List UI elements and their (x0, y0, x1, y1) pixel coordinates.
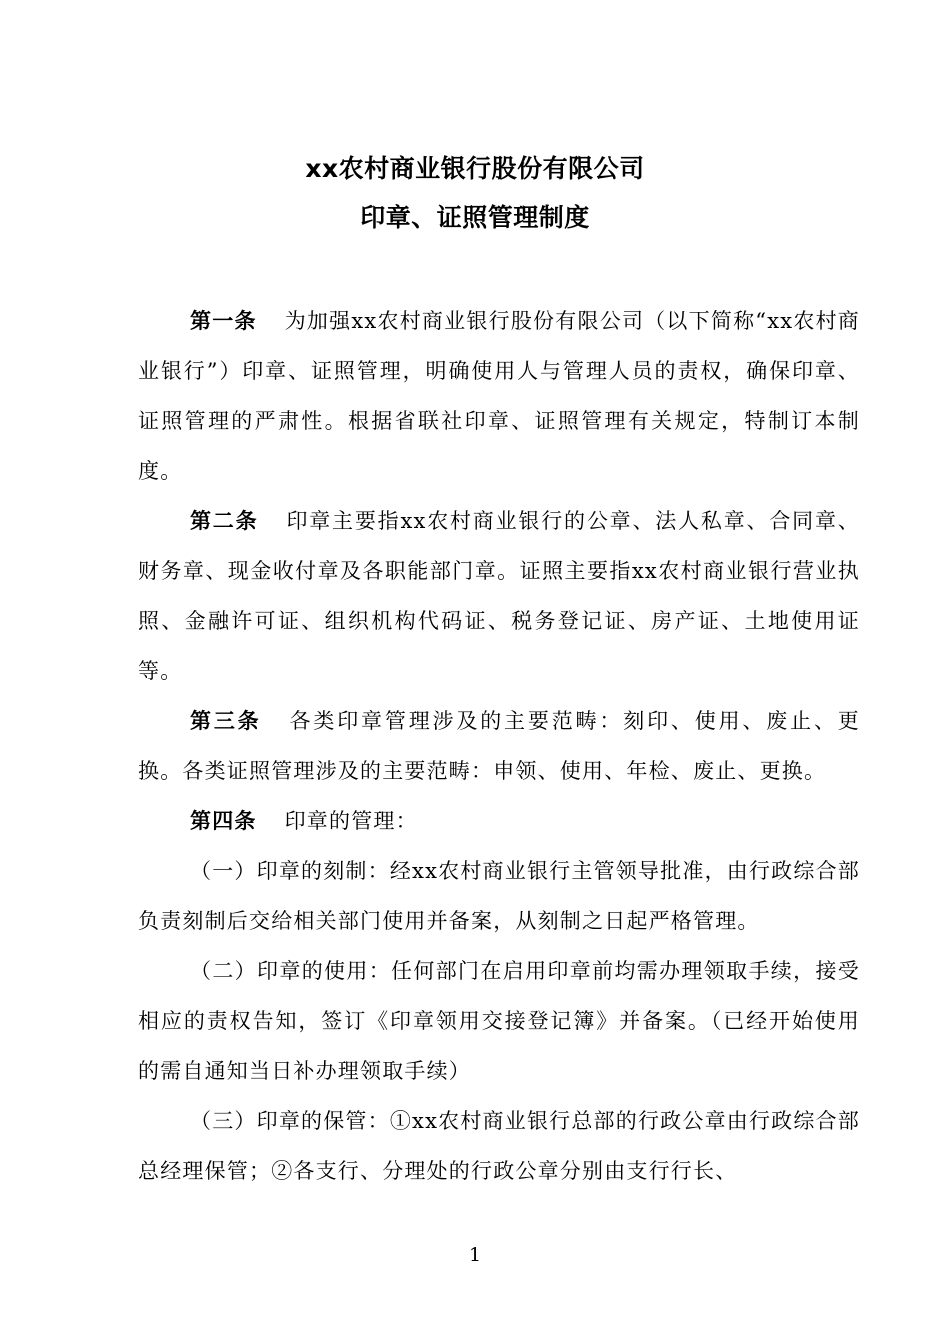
clause-3 (138, 1096, 860, 1196)
article-text: 各类印章管理涉及的主要范畴：刻印、使用、废止、更换。各类证照管理涉及的主要范畴：申领、使用、年检、废止、更换。 (138, 709, 860, 783)
article-label: 第三条 (190, 709, 262, 733)
clause-text: （三）印章的保管：①xx农村商业银行总部的行政公章由行政综合部总经理保管；②各支行、分理处的行政公章分别由支行行长、 (138, 1109, 860, 1183)
article-3 (138, 696, 860, 796)
article-text: 印章主要指xx农村商业银行的公章、法人私章、合同章、财务章、现金收付章及各职能部门章。证照主要指xx农村商业银行营业执照、金融许可证、组织机构代码证、税务登记证、房产证、土地使用证等。 (138, 509, 860, 683)
article-label: 第二条 (190, 509, 259, 533)
article-2 (138, 496, 860, 696)
clause-2 (138, 946, 860, 1096)
document-title-line1: xx农村商业银行股份有限公司 (305, 154, 645, 183)
document-title-line2: 印章、证照管理制度 (360, 203, 590, 232)
document-body (138, 296, 860, 1196)
article-label: 第四条 (190, 809, 257, 833)
article-label: 第一条 (190, 309, 257, 333)
article-text: 为加强xx农村商业银行股份有限公司（以下简称“xx农村商业银行”）印章、证照管理，明确使用人与管理人员的责权，确保印章、证照管理的严肃性。根据省联社印章、证照管理有关规定，特制订本制度。 (138, 309, 860, 483)
clause-1 (138, 846, 860, 946)
page-number: 1 (468, 1244, 482, 1266)
clause-text: （一）印章的刻制：经xx农村商业银行主管领导批准，由行政综合部负责刻制后交给相关部门使用并备案，从刻制之日起严格管理。 (138, 859, 860, 933)
article-text: 印章的管理： (284, 809, 418, 833)
article-4 (138, 796, 860, 846)
clause-text: （二）印章的使用：任何部门在启用印章前均需办理领取手续，接受相应的责权告知，签订《印章领用交接登记簿》并备案。（已经开始使用的需自通知当日补办理领取手续） (138, 959, 860, 1083)
article-1 (138, 296, 860, 496)
